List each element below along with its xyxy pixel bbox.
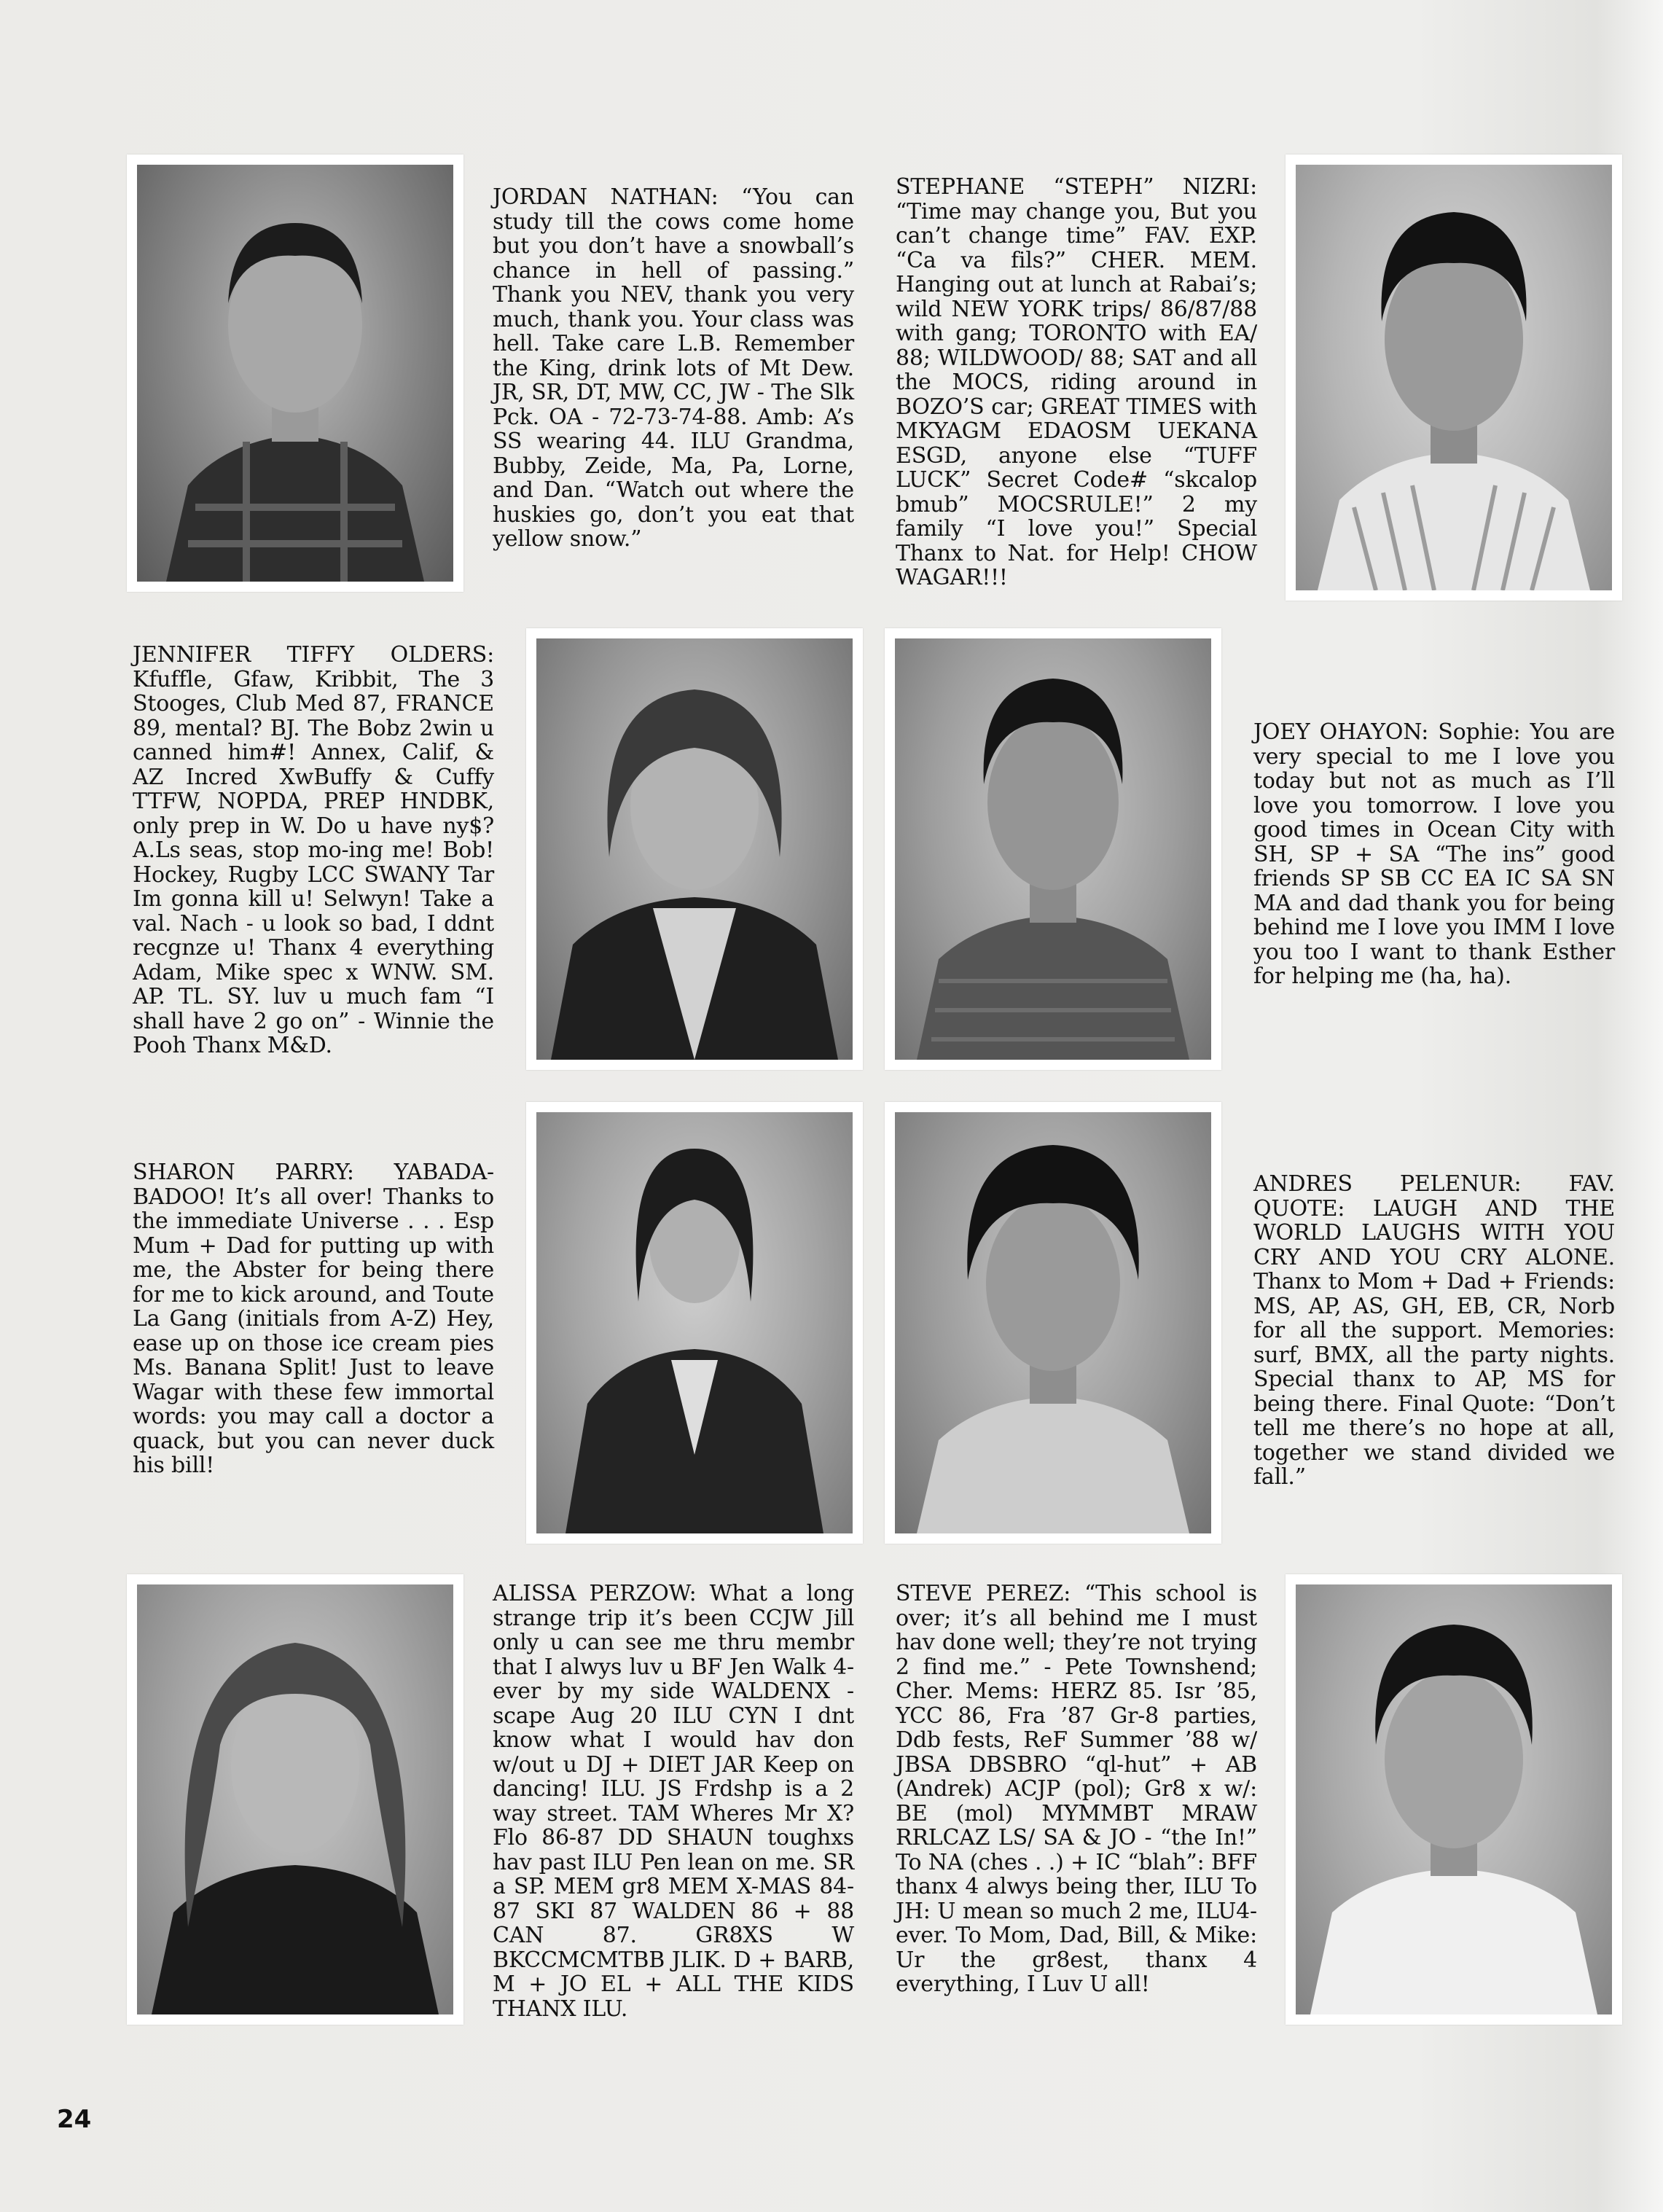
portrait-image bbox=[536, 1112, 853, 1533]
bio-sharon-parry: SHARON PARRY: YABADA-BADOO! It’s all over! Thanks to the immediate Universe . . . Esp Mum + Dad for putting up with me, the Abster for being there for me to kick around, and Toute La Gang (initials from A-Z) Hey, ease up on those ice cream pies Ms. Banana Split! Just to leave Wagar with these few immortal words: you may call a doctor a quack, but you can never duck his bill! bbox=[133, 1160, 494, 1478]
portrait-steve-perez bbox=[1286, 1574, 1622, 2025]
portrait-image bbox=[895, 638, 1211, 1060]
portrait-jennifer-olders bbox=[526, 628, 863, 1070]
portrait-image bbox=[895, 1112, 1211, 1533]
portrait-stephane-nizri bbox=[1286, 155, 1622, 601]
bio-alissa-perzow: ALISSA PERZOW: What a long strange trip it’s been CCJW Jill only u can see me thru membr that I alwys luv u BF Jen Walk 4-ever by my side WALDENX - scape Aug 20 ILU CYN I dnt know what I would hav don w/out u DJ + DIET JAR Keep on dancing! ILU. JS Frdshp is a 2 way street. TAM Wheres Mr X? Flo 86-87 DD SHAUN toughxs hav past ILU Pen lean on me. SR a SP. MEM gr8 MEM X-MAS 84-87 SKI 87 WALDEN 86 + 88 CAN 87. GR8XS W BKCCMCMTBB JLIK. D + BARB, M + JO EL + ALL THE KIDS THANX ILU. bbox=[493, 1581, 854, 2022]
portrait-image bbox=[137, 165, 453, 582]
portrait-alissa-perzow bbox=[127, 1574, 463, 2025]
portrait-image bbox=[137, 1584, 453, 2014]
portrait-image bbox=[1296, 165, 1612, 590]
bio-jordan-nathan: JORDAN NATHAN: “You can study till the cows come home but you don’t have a snowball’s chance in hell of passing.” Thank you NEV, thank you very much, thank you. Your class was hell. Take care L.B. Remember the King, drink lots of Mt Dew. JR, SR, DT, MW, CC, JW - The Slk Pck. OA - 72-73-74-88. Amb: A’s SS wearing 44. ILU Grandma, Bubby, Zeide, Ma, Pa, Lorne, and Dan. “Watch out where the huskies go, don’t you eat that yellow snow.” bbox=[493, 184, 854, 552]
page-number: 24 bbox=[57, 2105, 92, 2134]
portrait-jordan-nathan bbox=[127, 155, 463, 592]
portrait-andres-pelenur bbox=[885, 1102, 1221, 1544]
bio-stephane-nizri: STEPHANE “STEPH” NIZRI: “Time may change you, But you can’t change time” FAV. EXP. “Ca va fils?” CHER. MEM. Hanging out at lunch at Rabai’s; wild NEW YORK trips/ 86/87/88 with gang; TORONTO with EA/ 88; WILDWOOD/ 88; SAT and all the MOCS, riding around in BOZO’S car; GREAT TIMES with MKYAGM EDAOSM UEKANA ESGD, anyone else “TUFF LUCK” Secret Code# “skcalop bmub” MOCSRULE!” 2 my family “I love you!” Special Thanx to Nat. for Help! CHOW WAGAR!!! bbox=[896, 174, 1257, 590]
portrait-image bbox=[1296, 1584, 1612, 2014]
bio-steve-perez: STEVE PEREZ: “This school is over; it’s all behind me I must hav done well; they’re not trying 2 find me.” - Pete Townshend; Cher. Mems: HERZ 85. Isr ’85, YCC 86, Fra ’87 Gr-8 parties, Ddb fests, ReF Summer ’88 w/ JBSA DBSBRO “ql-hut” + AB (Andrek) ACJP (pol); Gr8 x w/: BE (mol) MYMMBT MRAW RRLCAZ LS/ SA & JO - “the In!” To NA (ches . .) + IC “blah”: BFF thanx 4 alwys being ther, ILU To JH: U mean so much 2 me, ILU4-ever. To Mom, Dad, Bill, & Mike: Ur the gr8est, thanx 4 everything, I Luv U all! bbox=[896, 1581, 1257, 1997]
bio-jennifer-olders: JENNIFER TIFFY OLDERS: Kfuffle, Gfaw, Kribbit, The 3 Stooges, Club Med 87, FRANCE 89, mental? BJ. The Bobz 2win u canned him#! Annex, Calif, & AZ Incred XwBuffy & Cuffy TTFW, NOPDA, PREP HNDBK, only prep in W. Do u have ny$? A.Ls seas, stop mo-ing me! Bob! Hockey, Rugby LCC SWANY Tar Im gonna kill u! Selwyn! Take a val. Nach - u look so bad, I ddnt recgnze u! Thanx 4 everything Adam, Mike spec x WNW. SM. AP. TL. SY. luv u much fam “I shall have 2 go on” - Winnie the Pooh Thanx M&D. bbox=[133, 642, 494, 1058]
portrait-sharon-parry bbox=[526, 1102, 863, 1544]
portrait-image bbox=[536, 638, 853, 1060]
bio-joey-ohayon: JOEY OHAYON: Sophie: You are very special to me I love you today but not as much as I’ll love you tomorrow. I love you good times in Ocean City with SH, SP + SA “The ins” good friends SP SB CC EA IC SA SN MA and dad thank you for being behind me I love you IMM I love you too I want to thank Esther for helping me (ha, ha). bbox=[1253, 719, 1615, 989]
portrait-joey-ohayon bbox=[885, 628, 1221, 1070]
bio-andres-pelenur: ANDRES PELENUR: FAV. QUOTE: LAUGH AND THE WORLD LAUGHS WITH YOU CRY AND YOU CRY ALONE. Thanx to Mom + Dad + Friends: MS, AP, AS, GH, EB, CR, Norb for all the support. Memories: surf, BMX, all the party nights. Special thanx to AP, MS for being there. Final Quote: “Don’t tell me there’s no hope at all, together we stand divided we fall.” bbox=[1253, 1171, 1615, 1490]
